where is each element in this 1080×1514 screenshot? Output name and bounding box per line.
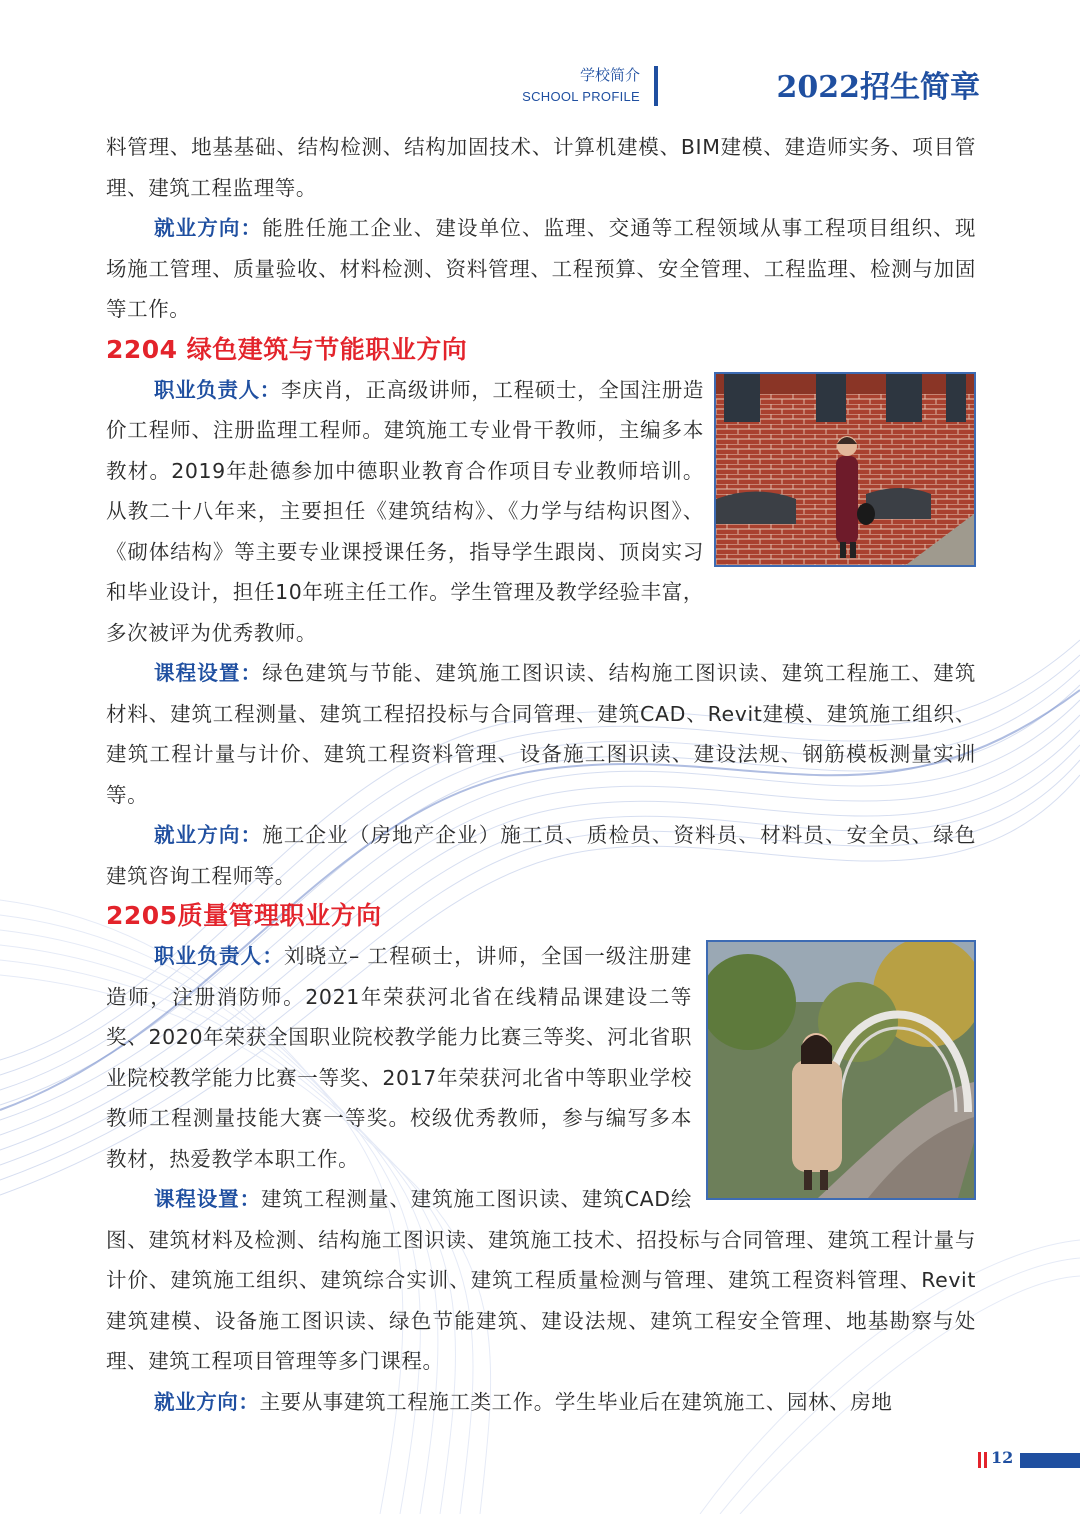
label-leader: 职业负责人： xyxy=(154,944,285,968)
paragraph-top-employment xyxy=(106,208,976,330)
label-employment: 就业方向： xyxy=(154,823,263,847)
label-courses: 课程设置： xyxy=(154,1187,261,1211)
section-title-2204: 2204 绿色建筑与节能职业方向 xyxy=(106,334,468,364)
label-courses: 课程设置： xyxy=(154,661,263,685)
text-leader: 刘晓立– 工程硕士，讲师，全国一级注册建造师，注册消防师。2021年荣获河北省在线精品课建设二等奖、2020年荣获全国职业院校教学能力比赛三等奖、河北省职业院校教学能力比赛一等奖、2017年荣获河北省中等职业学校教师工程测量技能大赛一等奖。校级优秀教师，参与编写多本教材，热爱教学本职工作。 xyxy=(106,944,692,1171)
section-title-2205: 2205质量管理职业方向 xyxy=(106,901,382,930)
text-courses: 建筑工程测量、建筑施工图识读、建筑CAD绘图、建筑材料及检测、结构施工图识读、建筑施工技术、招投标与合同管理、建筑工程计量与计价、建筑施工组织、建筑综合实训、建筑工程质量检测与管理、建筑工程资料管理、Revit建筑建模、设备施工图识读、绿色节能建筑、建设法规、建筑工程安全管理、地基勘察与处理、建筑工程项目管理等多门课程。 xyxy=(106,1187,976,1373)
paragraph-2205-employment xyxy=(106,1382,976,1423)
page-content xyxy=(106,127,976,1422)
page-number: 12 xyxy=(991,1448,1014,1467)
paragraph-2204-employment xyxy=(106,815,976,896)
paragraph-top-continuation: 料管理、地基基础、结构检测、结构加固技术、计算机建模、BIM建模、建造师实务、项目管理、建筑工程监理等。 xyxy=(106,135,976,200)
header-section-name-en: SCHOOL PROFILE xyxy=(522,89,640,104)
text-courses: 绿色建筑与节能、建筑施工图识读、结构施工图识读、建筑工程施工、建筑材料、建筑工程测量、建筑工程招投标与合同管理、建筑CAD、Revit建模、建筑施工组织、建筑工程计量与计价、建筑工程资料管理、设备施工图识读、建设法规、钢筋模板测量实训等。 xyxy=(106,661,976,807)
text-employment: 主要从事建筑工程施工类工作。学生毕业后在建筑施工、园林、房地 xyxy=(259,1389,893,1414)
label-employment: 就业方向： xyxy=(154,1389,260,1414)
header-section-name: 学校简介 xyxy=(579,66,640,84)
text-employment: 施工企业（房地产企业）施工员、质检员、资料员、材料员、安全员、绿色建筑咨询工程师等。 xyxy=(106,823,976,888)
page-mark-2 xyxy=(984,1452,987,1468)
text-employment: 能胜任施工企业、建设单位、监理、交通等工程领域从事工程项目组织、现场施工管理、质量验收、材料检测、资料管理、工程预算、安全管理、工程监理、检测与加固等工作。 xyxy=(106,216,976,321)
label-leader: 职业负责人： xyxy=(154,377,281,402)
paragraph-2205-courses xyxy=(106,1179,976,1382)
page-mark-1 xyxy=(978,1452,981,1468)
text-leader: 李庆肖，正高级讲师，工程硕士，全国注册造价工程师、注册监理工程师。建筑施工专业骨干教师，主编多本教材。2019年赴德参加中德职业教育合作项目专业教师培训。从教二十八年来，主要担任《建筑结构》、《力学与结构识图》、《砌体结构》等主要专业课授课任务，指导学生跟岗、顶岗实习和毕业设计，担任10年班主任工作。学生管理及教学经验丰富，多次被评为优秀教师。 xyxy=(106,377,704,645)
label-employment: 就业方向： xyxy=(154,216,263,240)
photo-teacher-2204 xyxy=(714,372,976,567)
header-title: 2022招生简章 xyxy=(776,70,980,105)
page-header xyxy=(360,60,980,108)
page-number-bar xyxy=(1020,1453,1080,1468)
header-divider xyxy=(654,66,658,106)
paragraph-2204-courses xyxy=(106,653,976,815)
photo-teacher-2205 xyxy=(706,940,976,1200)
